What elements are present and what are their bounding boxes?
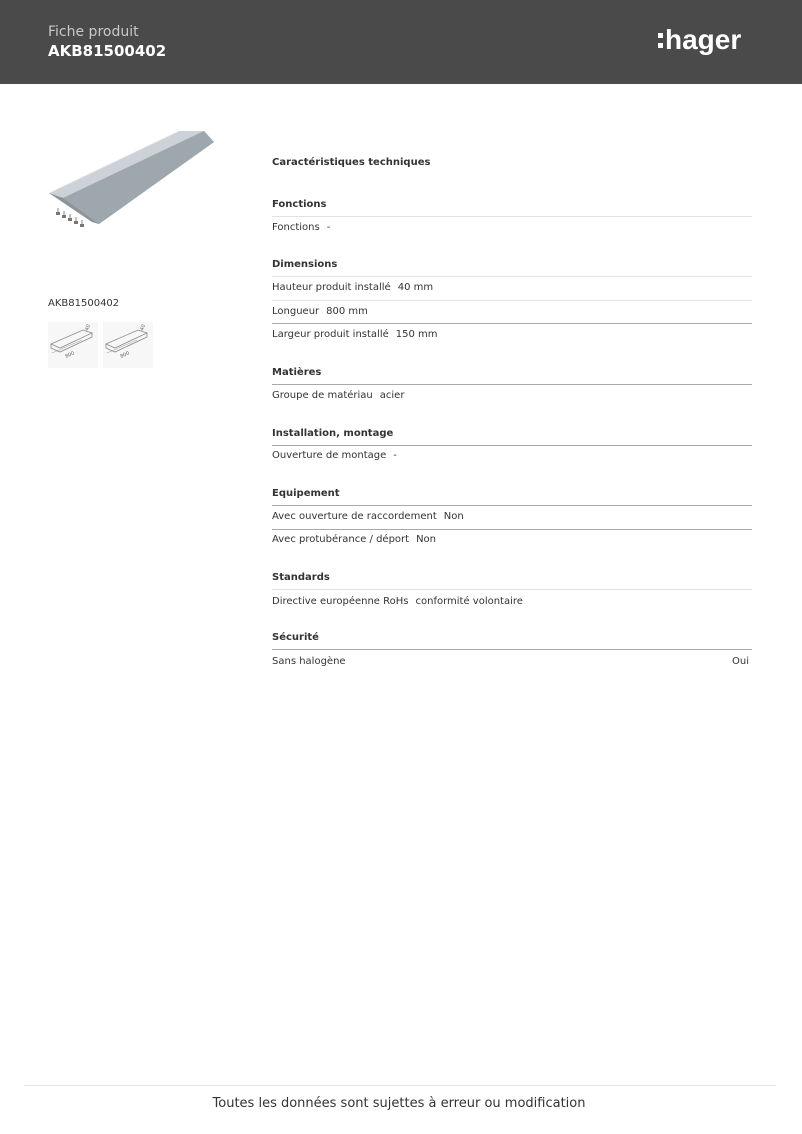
row-divider — [272, 323, 752, 324]
technical-specifications — [272, 0, 752, 700]
spec-label: Ouverture de montage — [272, 450, 387, 461]
section-divider — [272, 276, 752, 277]
spec-label: Largeur produit installé — [272, 329, 389, 340]
section-title-fonctions: Fonctions — [272, 199, 327, 210]
spec-value: 40 mm — [397, 282, 434, 293]
spec-value: - — [326, 222, 331, 233]
spec-row — [272, 534, 752, 545]
section-title-securite: Sécurité — [272, 632, 319, 643]
spec-value: Non — [416, 534, 437, 545]
spec-label: Avec ouverture de raccordement — [272, 511, 437, 522]
dim-height-label: 40 — [84, 323, 93, 332]
row-divider — [272, 529, 752, 530]
spec-row — [272, 282, 752, 293]
brand-name: hager — [665, 24, 742, 55]
section-title-installation: Installation, montage — [272, 428, 394, 439]
spec-row — [272, 390, 752, 401]
spec-row — [272, 656, 752, 667]
section-divider — [272, 649, 752, 650]
section-divider — [272, 589, 752, 590]
spec-value: 800 mm — [326, 306, 368, 317]
dimension-drawing-icon — [48, 322, 98, 368]
spec-label: Fonctions — [272, 222, 320, 233]
section-divider — [272, 505, 752, 506]
footer-disclaimer: Toutes les données sont sujettes à erreur ou modification — [212, 1096, 586, 1111]
dim-height-label: 40 — [139, 323, 148, 332]
spec-value: - — [393, 450, 397, 461]
section-title-dimensions: Dimensions — [272, 259, 338, 270]
spec-label: Longueur — [272, 306, 320, 317]
section-title-standards: Standards — [272, 572, 330, 583]
dim-width-label: 800 — [119, 350, 131, 360]
spec-value: conformité volontaire — [415, 596, 523, 607]
section-divider — [272, 384, 752, 385]
spec-label: Groupe de matériau — [272, 390, 373, 401]
spec-label: Hauteur produit installé — [272, 282, 391, 293]
section-title-matieres: Matières — [272, 367, 322, 378]
spec-value: 150 mm — [395, 329, 438, 340]
row-divider — [272, 300, 752, 301]
spec-row — [272, 222, 752, 233]
specs-title: Caractéristiques techniques — [272, 157, 431, 168]
document-type-label: Fiche produit — [48, 24, 139, 40]
spec-value: Non — [443, 511, 464, 522]
dimension-drawing-icon — [103, 322, 153, 368]
spec-value: Oui — [732, 656, 749, 667]
section-divider — [272, 445, 752, 446]
spec-row — [272, 329, 752, 340]
dim-width-label: 800 — [64, 350, 76, 360]
product-reference: AKB81500402 — [48, 298, 120, 309]
spec-label: Directive européenne RoHs — [272, 596, 409, 607]
spec-row — [272, 596, 752, 607]
spec-row — [272, 450, 752, 461]
product-reference-title: AKB81500402 — [48, 42, 167, 60]
footer-divider — [24, 1085, 776, 1086]
spec-row — [272, 306, 752, 317]
spec-label: Sans halogène — [272, 656, 346, 667]
spec-label: Avec protubérance / déport — [272, 534, 410, 545]
section-title-equipement: Equipement — [272, 488, 340, 499]
spec-row — [272, 511, 752, 522]
section-divider — [272, 216, 752, 217]
cable-tray-cover-image — [44, 128, 216, 232]
spec-value: acier — [379, 390, 405, 401]
